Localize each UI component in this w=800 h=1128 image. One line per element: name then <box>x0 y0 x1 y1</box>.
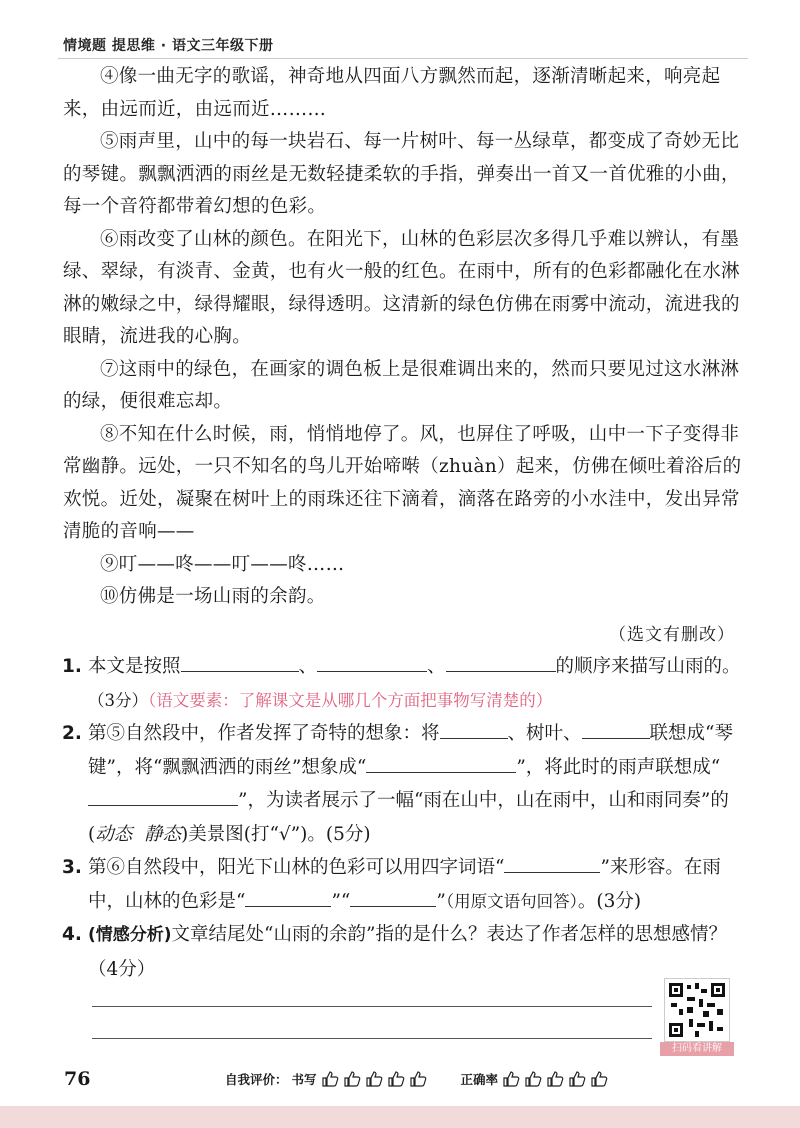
answer-blank[interactable] <box>245 886 331 907</box>
qr-caption: 扫码看讲解 <box>660 1042 734 1056</box>
paragraph-7: ⑦这雨中的绿色，在画家的调色板上是很难调出来的，然而只要见过这水淋淋的绿，便很难忘却。 <box>63 358 740 412</box>
question-score: （3分） <box>88 690 148 710</box>
question-3: 3. 第⑥自然段中，阳光下山林的色彩可以用四字词语“ ”来形容。在雨中，山林的色彩是“ ”“ ”（用原文语句回答）。(3分) <box>62 851 752 918</box>
paragraph-4: ④像一曲无字的歌谣，神奇地从四面八方飘然而起，逐渐清晰起来，响亮起来，由远而近，由远而近……… <box>63 66 721 120</box>
thumb-up-icon[interactable] <box>546 1070 564 1088</box>
answer-blank[interactable] <box>366 752 516 773</box>
answer-line[interactable] <box>92 1006 652 1007</box>
answer-blank[interactable] <box>582 718 650 739</box>
thumb-up-icon[interactable] <box>365 1070 383 1088</box>
source-note: （选文有删改） <box>609 625 735 645</box>
answer-blank[interactable] <box>350 886 436 907</box>
paragraph-5: ⑤雨声里，山中的每一块岩石、每一片树叶、每一丛绿草，都变成了奇妙无比的琴键。飘飘洒洒的雨丝是无数轻捷柔软的手指，弹奏出一首又一首优雅的小曲，每一个音符都带着幻想的色彩。 <box>63 131 740 217</box>
thumb-up-icon[interactable] <box>321 1070 339 1088</box>
paragraph-8: ⑧不知在什么时候，雨，悄悄地停了。风，也屏住了呼吸，山中一下子变得非常幽静。远处，一只不知名的鸟儿开始啼啭（zhuàn）起来，仿佛在倾吐着浴后的欢悦。近处，凝聚在树叶上的雨珠还往下滴着，滴落在路旁的小水洼中，发出异常清脆的音响—— <box>63 423 742 542</box>
qr-code-icon <box>664 978 730 1042</box>
answer-blank[interactable] <box>181 651 299 672</box>
question-number: 4. <box>62 924 82 945</box>
page-number: 76 <box>64 1068 91 1090</box>
answer-blank[interactable] <box>446 651 556 672</box>
thumb-up-icon[interactable] <box>502 1070 520 1088</box>
question-1: 1. 本文是按照 、 、 的顺序来描写山雨的。 （3分）（语文要素：了解课文是从哪几个方面把事物写清楚的） <box>62 650 752 717</box>
self-eval-label: 自我评价： <box>225 1072 288 1087</box>
question-4: 4. (情感分析)文章结尾处“山雨的余韵”指的是什么？表达了作者怎样的思想感情？（4分） <box>62 918 752 986</box>
thumb-up-icon[interactable] <box>568 1070 586 1088</box>
question-number: 1. <box>62 656 82 677</box>
option-dynamic[interactable]: 动态 <box>95 823 133 845</box>
thumb-up-icon[interactable] <box>524 1070 542 1088</box>
question-number: 3. <box>62 857 82 878</box>
page-bottom-band <box>0 1106 800 1128</box>
thumb-up-icon[interactable] <box>387 1070 405 1088</box>
header-divider <box>58 58 748 59</box>
question-number: 2. <box>62 723 82 744</box>
accuracy-label: 正确率 <box>460 1072 499 1087</box>
question-section <box>62 650 752 986</box>
option-static[interactable]: 静态 <box>144 823 182 845</box>
thumb-up-icon[interactable] <box>343 1070 361 1088</box>
self-evaluation-bar <box>225 1070 608 1088</box>
paragraph-6: ⑥雨改变了山林的颜色。在阳光下，山林的色彩层次多得几乎难以辨认，有墨绿、翠绿，有淡青、金黄，也有火一般的红色。在雨中，所有的色彩都融化在水淋淋的嫩绿之中，绿得耀眼，绿得透明。这清新的绿色仿佛在雨雾中流动，流进我的眼睛，流进我的心胸。 <box>63 228 740 347</box>
answer-blank[interactable] <box>317 651 427 672</box>
answer-blank[interactable] <box>88 785 238 806</box>
reading-passage <box>63 61 743 614</box>
hint-text: （语文要素：了解课文是从哪几个方面把事物写清楚的） <box>148 690 553 710</box>
question-tag: (情感分析) <box>88 925 172 945</box>
answer-blank[interactable] <box>440 718 508 739</box>
answer-blank[interactable] <box>504 852 600 873</box>
answer-line[interactable] <box>92 1038 652 1039</box>
thumb-up-icon[interactable] <box>409 1070 427 1088</box>
thumb-up-icon[interactable] <box>590 1070 608 1088</box>
paragraph-10: ⑩仿佛是一场山雨的余韵。 <box>100 586 326 607</box>
question-2: 2. 第⑤自然段中，作者发挥了奇特的想象：将 、树叶、 联想成“琴键”，将“飘飘洒洒的雨丝”想象成“ ”，将此时的雨声联想成“”，为读者展示了一幅“雨在山中，山在雨中，山和雨同奏”的(动态 静态)美景图(打“√”)。(5分) <box>62 717 752 851</box>
paragraph-9: ⑨叮——咚——叮——咚…… <box>100 553 345 575</box>
page-header: 情境题 提思维 · 语文三年级下册 <box>63 38 274 54</box>
writing-label: 书写 <box>291 1072 317 1087</box>
